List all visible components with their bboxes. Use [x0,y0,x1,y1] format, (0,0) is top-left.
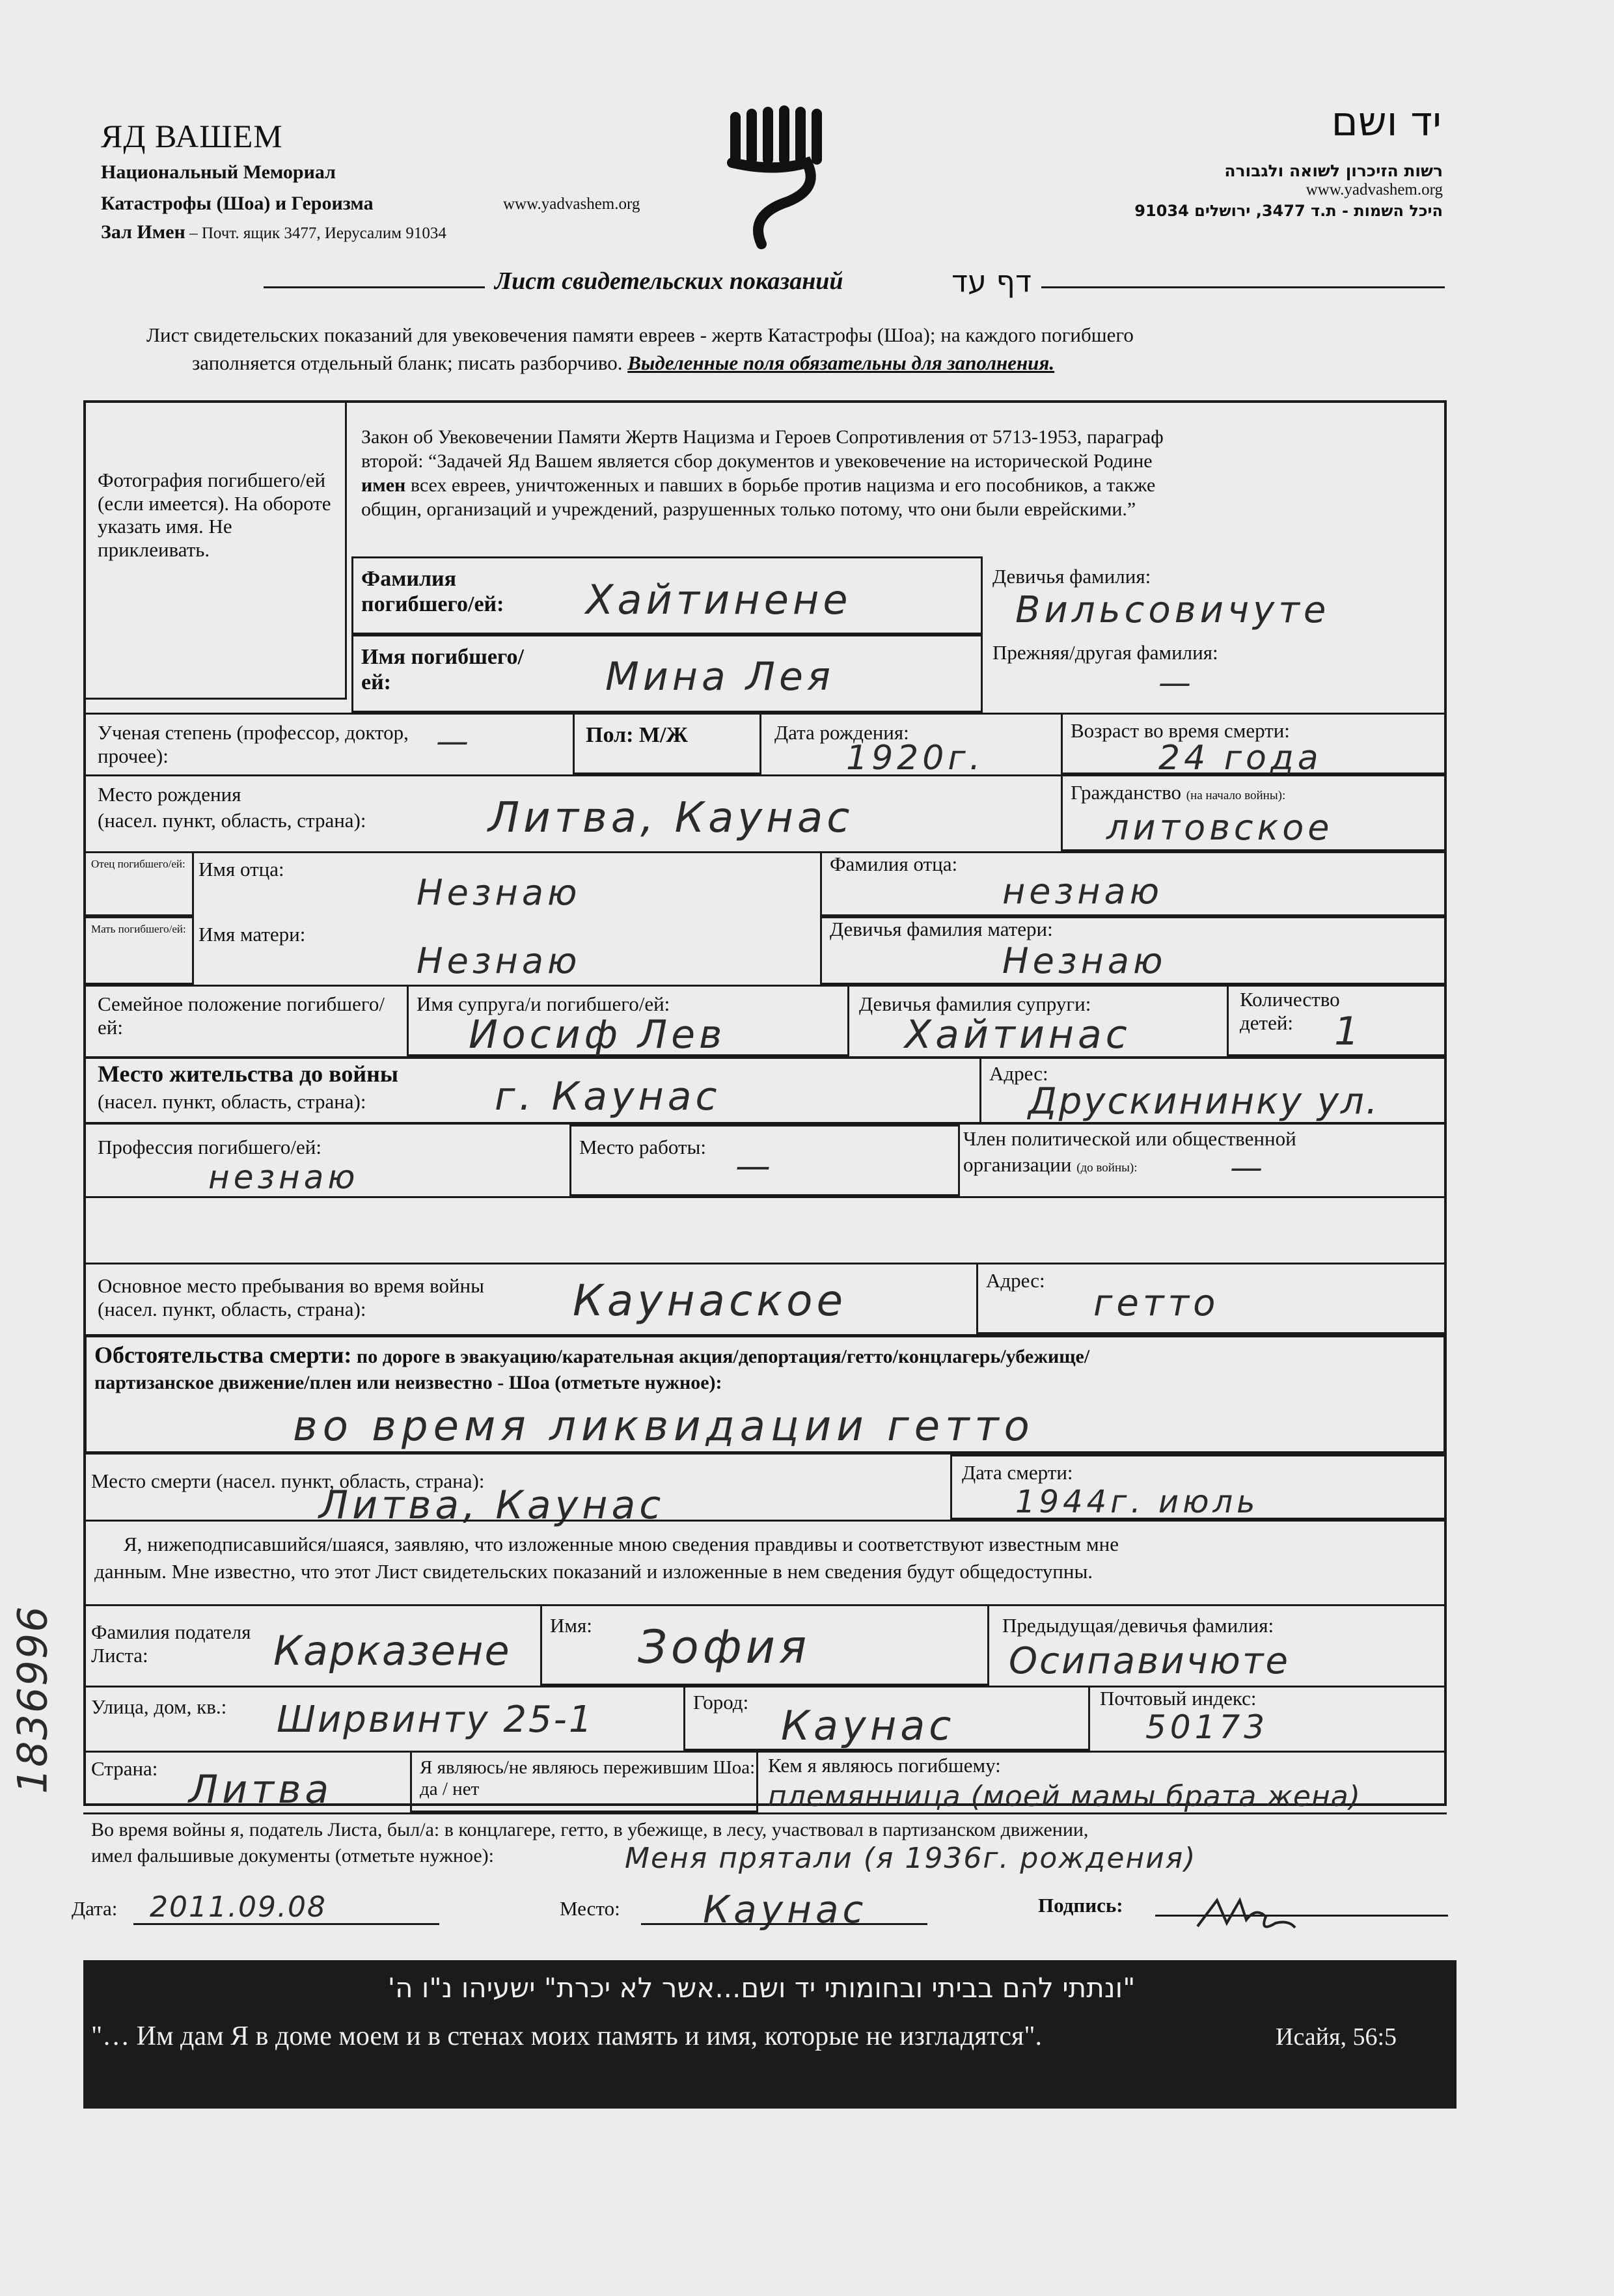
degree-value: — [436,722,472,760]
law-line-3 [361,474,1155,497]
mother-name-value: Незнаю [417,940,581,981]
spouse-name-value: Иосиф Лев [469,1012,726,1058]
photo-box-text: Фотография погибшего/ей (если имеется). На обороте указать имя. Не приклеивать. [98,469,331,561]
birthplace-label-2: (насел. пункт, область, страна): [98,809,366,832]
profession-value: незнаю [208,1158,359,1196]
residence-label-2: (насел. пункт, область, страна): [98,1090,366,1113]
org-subtitle-he: רשות הזיכרון לשואה ולגבורה [1224,161,1443,180]
date-label: Дата: [72,1897,118,1920]
submitter-surname-label: Фамилия подателя Листа: [91,1620,251,1667]
degree-label: Ученая степень (профессор, доктор, прочее): [98,721,409,767]
title-rule-right [1041,286,1445,288]
member-label-text: организации [963,1153,1072,1176]
law-line-2: второй: “Задачей Яд Вашем является сбор документов и увековечение на исторической Родине [361,450,1153,472]
declaration-line-1: Я, нижеподписавшийся/шаяся, заявляю, что изложенные мною сведения правдивы и соответствуют известным мне [124,1533,1119,1555]
submitter-surname-value: Карказене [273,1627,511,1674]
banner-hebrew-quote: "ונתתי להם בביתי ובחומותי יד ושם...אשר לא יכרת" ישעיהו נ"ו ה' [387,1972,1136,2004]
citizenship-label-small: (на начало войны): [1186,789,1286,802]
birthplace-label: Место рождения [98,783,241,806]
death-circumstances-options-2: партизанское движение/плен или неизвестно - Шоа (отметьте нужное): [94,1372,722,1393]
war-status-value: Меня прятали (я 1936г. рождения) [625,1842,1197,1875]
father-name-label: Имя отца: [198,858,284,881]
row-divider [83,1751,1447,1753]
death-date-value: 1944г. июль [1015,1484,1259,1520]
law-line-1: Закон об Увековечении Памяти Жертв Нацизма и Героев Сопротивления от 5713-1953, параграф [361,426,1164,448]
maiden-name-label: Девичья фамилия: [992,565,1151,588]
firstname-label: Имя погибшего/ей: [361,645,524,695]
wartime-address-value: гетто [1093,1282,1220,1324]
org-subtitle-ru-1: Национальный Мемориал [101,161,336,183]
relation-label: Кем я являюсь погибшему: [768,1754,1001,1777]
birthplace-value: Литва, Каунас [488,794,854,842]
street-label: Улица, дом, кв.: [91,1695,227,1718]
residence-value: г. Каунас [495,1074,721,1119]
org-address-he: היכל השמות - ת.ד 3477, ירושלים 91034 [1134,202,1443,220]
maiden-name-value: Вильсовичуте [1015,589,1330,631]
war-status-label-2: имел фальшивые документы (отметьте нужное): [91,1845,494,1866]
member-value: — [1230,1149,1266,1186]
death-circumstances-value: во время ликвидации гетто [293,1402,1035,1451]
member-label-small: (до войны): [1076,1161,1138,1175]
zip-value: 50173 [1145,1708,1269,1746]
mother-maiden-value: Незнаю [1002,940,1167,981]
signature-label: Подпись: [1038,1894,1123,1917]
wartime-address-label: Адрес: [986,1269,1045,1292]
survivor-label: Я являюсь/не являюсь пережившим Шоа: да / нет [420,1757,756,1800]
address-value: Друскининку ул. [1028,1080,1380,1123]
mother-side-label: Мать погибшего/ей: [91,923,186,935]
citizenship-label [1071,781,1285,804]
date-underline [133,1923,439,1925]
org-url-ru: www.yadvashem.org [503,195,640,213]
firstname-value: Мина Лея [605,654,834,700]
member-label: Член политической или общественной [963,1127,1296,1150]
member-label-2 [963,1153,1137,1177]
father-surname-label: Фамилия отца: [830,853,958,875]
children-value: 1 [1334,1009,1363,1054]
banner-russian-quote: "… Им дам Я в доме моем и в стенах моих память и имя, которые не изгладятся". [91,2021,1042,2051]
archive-number: 1836996 [8,1605,57,1794]
submitter-prev-value: Осипавичюте [1009,1640,1290,1682]
country-label: Страна: [91,1757,158,1780]
age-value: 24 года [1158,739,1322,778]
sex-label: Пол: М/Ж [586,723,689,747]
spouse-maiden-label: Девичья фамилия супруги: [859,992,1091,1015]
death-circumstances-label [94,1342,1089,1369]
intro-line-2 [192,351,1054,375]
relation-value: племянница (моей мамы брата жена) [768,1780,1361,1813]
place-value: Каунас [703,1887,868,1932]
workplace-value: — [735,1145,774,1186]
workplace-label: Место работы: [579,1136,706,1158]
mother-maiden-label: Девичья фамилия матери: [830,918,1053,940]
org-address-ru [101,221,446,243]
death-circumstances-title: Обстоятельства смерти: [94,1342,352,1368]
intro-emphasis-text: Выделенные поля обязательны для заполнения. [627,351,1055,374]
declaration-line-2: данным. Мне известно, что этот Лист свидетельских показаний и изложенные в нем сведения будут общедоступны. [94,1560,1093,1583]
profession-label: Профессия погибшего/ей: [98,1136,321,1158]
banner-reference: Исайя, 56:5 [1276,2023,1397,2051]
date-value: 2011.09.08 [150,1891,327,1924]
intro-line-1: Лист свидетельских показаний для увековечения памяти евреев - жертв Катастрофы (Шоа); на каждого погибшего [146,323,1134,346]
war-status-label: Во время войны я, податель Листа, был/а: в концлагере, гетто, в убежище, в лесу, участвовал в партизанском движении, [91,1819,1089,1840]
row-divider [83,1520,1447,1522]
org-title-he: יד ושם [1331,98,1442,145]
zip-label: Почтовый индекс: [1100,1687,1257,1710]
city-value: Каунас [781,1702,955,1749]
spouse-name-label: Имя супруга/и погибшего/ей: [417,992,670,1015]
law-names-word: имен [361,474,406,496]
place-label: Место: [560,1897,620,1920]
submitter-name-value: Зофия [638,1620,811,1674]
form-title-he: דף עד [951,264,1032,299]
law-line-4: общин, организаций и учреждений, разрушенных только потому, что они были еврейскими.” [361,499,1136,520]
dob-value: 1920г. [846,739,985,778]
menorah-logo-icon [722,98,833,254]
former-name-value: — [1158,664,1195,702]
form-title: Лист свидетельских показаний [495,267,843,295]
citizenship-label-text: Гражданство [1071,781,1182,804]
wartime-place-value: Каунаское [573,1276,847,1326]
org-subtitle-ru-2: Катастрофы (Шоа) и Героизма [101,193,374,214]
org-url-he: www.yadvashem.org [1306,181,1443,198]
marital-label: Семейное положение погибшего/ей: [98,992,385,1039]
city-label: Город: [693,1691,749,1714]
surname-label: Фамилия погибшего/ей: [361,567,504,617]
row-divider [83,1196,1447,1198]
dob-label: Дата рождения: [774,721,909,744]
intro-plain-text: заполняется отдельный бланк; писать разборчиво. [192,351,628,374]
death-place-label: Место смерти (насел. пункт, область, страна): [91,1469,485,1492]
signature-scribble-icon [1191,1887,1308,1946]
father-surname-value: незнаю [1002,871,1164,912]
postal-address-ru: – Почт. ящик 3477, Иерусалим 91034 [185,225,446,242]
citizenship-value: литовское [1106,807,1334,848]
death-date-label: Дата смерти: [962,1461,1073,1484]
surname-value: Хайтинене [586,576,852,623]
father-name-value: Незнаю [417,872,581,913]
former-name-label: Прежняя/другая фамилия: [992,641,1218,664]
death-circumstances-options: по дороге в эвакуацию/карательная акция/депортация/гетто/концлагерь/убежище/ [351,1346,1090,1367]
country-value: Литва [189,1767,333,1812]
submitter-name-label: Имя: [550,1614,592,1637]
death-place-value: Литва, Каунас [319,1483,665,1528]
children-label: Количество детей: [1240,988,1340,1034]
age-label: Возраст во время смерти: [1071,719,1290,742]
address-label: Адрес: [989,1062,1048,1085]
hall-of-names-label: Зал Имен [101,221,185,243]
street-value: Ширвинту 25-1 [277,1699,594,1741]
place-underline [641,1923,927,1925]
submitter-prev-label: Предыдущая/девичья фамилия: [1002,1614,1274,1637]
law-line-3-rest: всех евреев, уничтоженных и павших в борьбе против нацизма и его пособников, а также [405,474,1156,496]
residence-label: Место жительства до войны [98,1061,398,1087]
mother-name-label: Имя матери: [198,923,306,946]
title-rule-left [264,286,485,288]
org-title-ru: ЯД ВАШЕМ [101,118,283,154]
father-side-label: Отец погибшего/ей: [91,858,185,870]
spouse-maiden-value: Хайтинас [905,1012,1131,1058]
wartime-place-label: Основное место пребывания во время войны (насел. пункт, область, страна): [98,1274,484,1320]
row-divider [83,1812,1447,1814]
